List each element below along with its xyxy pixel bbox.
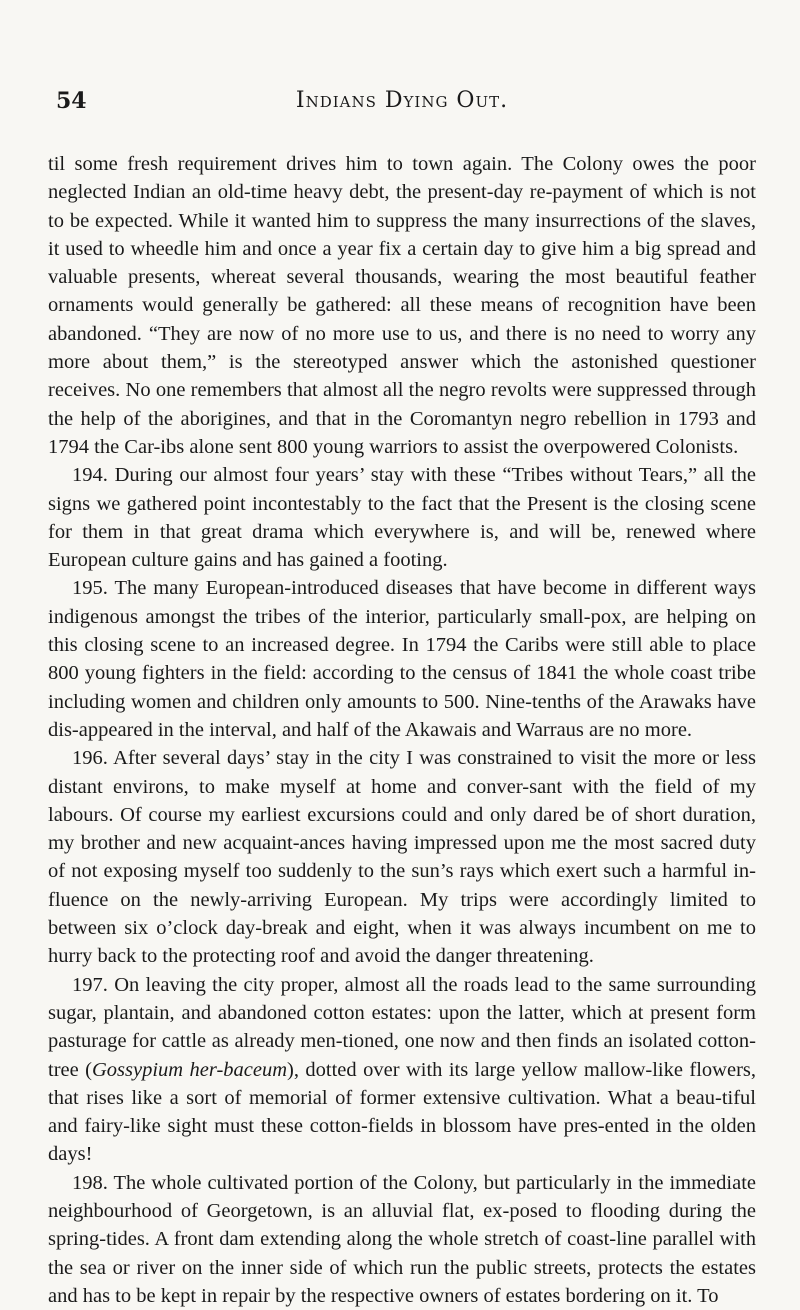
species-name: Gossypium her-baceum [91, 1058, 288, 1081]
paragraph-number: 198. [72, 1171, 108, 1194]
paragraph-text-continued: ), dotted over with its large yellow mallow-like flowers, that rises like a sort of memorial of former extensive cultivation. What a beau-tiful and fairy-like sight must these cotton-fields in blossom have pres-ented in the olden days! [48, 1058, 756, 1166]
paragraph-195 [48, 574, 756, 744]
body-text [48, 150, 756, 1310]
running-title: Indians Dying Out. [295, 88, 509, 113]
paragraph-number: 196. [72, 747, 108, 770]
paragraph-198 [48, 1169, 756, 1310]
paragraph-text: After several days’ stay in the city I was constrained to visit the more or less distant environs, to make myself at home and conver-sant with the field of my labours. Of course my earliest excursions could and only dared be of short duration, my brother and new acquaint-ances having impressed upon me the most sacred duty of not exposing myself too suddenly to the sun’s rays which exert such a harmful in-fluence on the newly-arriving European. My trips were accordingly limited to between six o’clock day-break and eight, when it was always incumbent on me to hurry back to the protecting roof and avoid the danger threatening. [48, 747, 757, 968]
paragraph-text: On leaving the city proper, almost all the roads lead to the same surrounding sugar, plantain, and abandoned cotton estates: upon the latter, which at present form pasturage for cattle as already men-tioned, one now and then finds an isolated cotton-tree ( [48, 973, 757, 1081]
paragraph-text: During our almost four years’ stay with these “Tribes without Tears,” all the signs we gathered point incontestably to the fact that the Present is the closing scene for them in that great drama which everywhere is, and will be, renewed where European culture gains and has gained a footing. [48, 464, 756, 572]
page-header [48, 88, 756, 128]
paragraph-continuation [48, 150, 756, 461]
paragraph-number: 194. [72, 464, 108, 487]
paragraph-194 [48, 461, 756, 574]
paragraph-number: 197. [72, 973, 108, 996]
book-page [48, 88, 756, 1310]
paragraph-text: The whole cultivated portion of the Colony, but particularly in the immediate neighbourhood of Georgetown, is an alluvial flat, ex-posed to flooding during the spring-tides. A front dam extending along the whole stretch of coast-line parallel with the sea or river on the inner side of which run the public streets, protects the estates and has to be kept in repair by the respective owners of estates bordering on it. To [48, 1171, 756, 1307]
paragraph-number: 195. [72, 577, 108, 600]
paragraph-text: til some fresh requirement drives him to town again. The Colony owes the poor neglected Indian an old-time heavy debt, the present-day re-payment of which is not to be expected. While it wanted him to suppress the many insurrections of the slaves, it used to wheedle him and once a year fix a certain day to give him a big spread and valuable presents, whereat several thousands, wearing the most beautiful feather ornaments would generally be gathered: all these means of recognition have been abandoned. “They are now of no more use to us, and there is no need to worry any more about them,” is the stereotyped answer which the astonished questioner receives. No one remembers that almost all the negro revolts were suppressed through the help of the aborigines, and that in the Coromantyn negro rebellion in 1793 and 1794 the Car-ibs alone sent 800 young warriors to assist the overpowered Colonists. [48, 153, 756, 458]
paragraph-197 [48, 971, 756, 1169]
page-number: 54 [56, 88, 87, 114]
paragraph-196 [48, 744, 756, 970]
paragraph-text: The many European-introduced diseases that have become in different ways indigenous amongst the tribes of the interior, particularly small-pox, are helping on this closing scene to an increased degree. In 1794 the Caribs were still able to place 800 young fighters in the field: according to the census of 1841 the whole coast tribe including women and children only amounts to 500. Nine-tenths of the Arawaks have dis-appeared in the interval, and half of the Akawais and Warraus are no more. [48, 577, 756, 741]
